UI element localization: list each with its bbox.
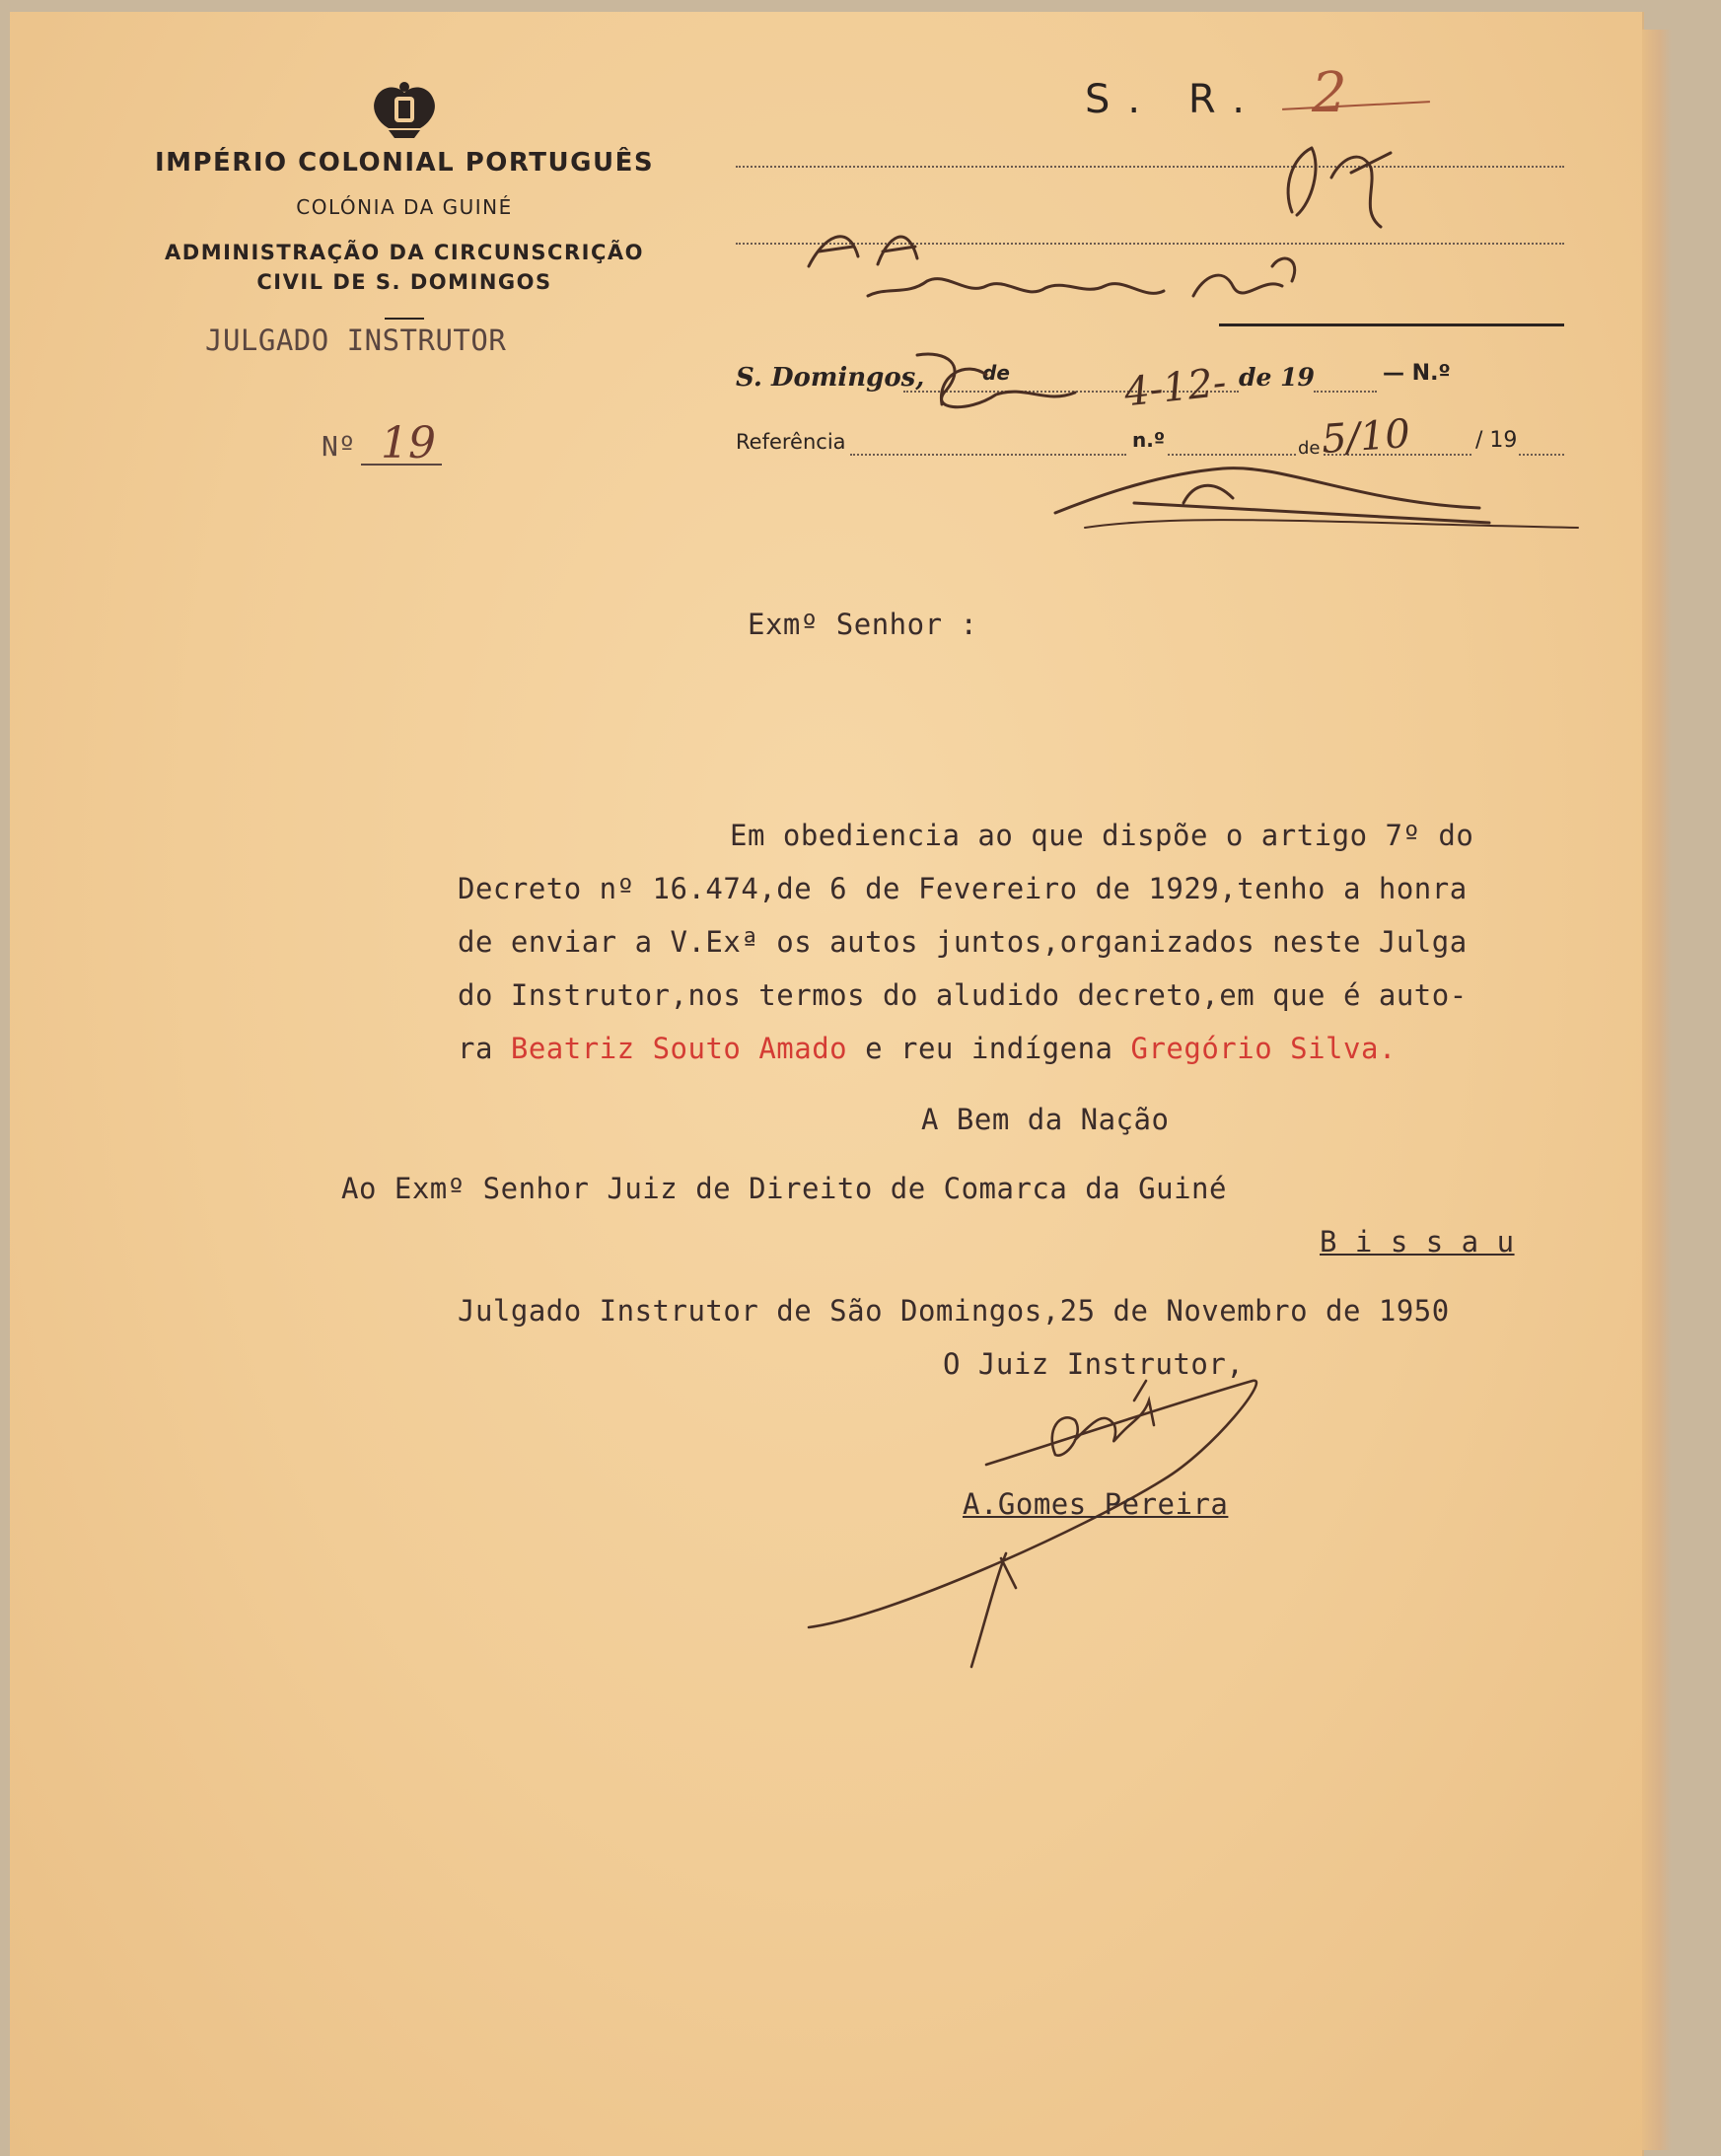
body-line-5-middle: e reu indígena — [847, 1032, 1131, 1065]
letterhead-colony: COLÓNIA DA GUINÉ — [296, 195, 513, 219]
salutation: Exmº Senhor : — [748, 608, 978, 641]
addressee: Ao Exmº Senhor Juiz de Direito de Comarca da Guiné — [341, 1172, 1227, 1205]
body-line-2: Decreto nº 16.474,de 6 de Fevereiro de 1929,tenho a honra — [458, 872, 1468, 905]
body-line-1: Em obediencia ao que dispõe o artigo 7º do — [730, 819, 1474, 852]
reference-de-label: de — [1298, 438, 1321, 459]
body-line-5-start: ra — [458, 1032, 511, 1065]
document-number-label: Nº — [322, 430, 356, 463]
office-name: JULGADO INSTRUTOR — [205, 323, 507, 357]
reference-label: Referência — [736, 430, 846, 454]
closing-formula: A Bem da Nação — [921, 1103, 1170, 1136]
letterhead-empire: IMPÉRIO COLONIAL PORTUGUÊS — [154, 148, 655, 178]
defendant-name: Gregório Silva. — [1130, 1032, 1397, 1065]
number-field-label: — N.º — [1383, 361, 1451, 386]
de19-label: de 19 — [1239, 363, 1315, 392]
body-line-3: de enviar a V.Exª os autos juntos,organizados neste Julga — [458, 925, 1468, 959]
de-label: de — [982, 361, 1010, 385]
body-line-5 — [458, 1032, 1397, 1065]
sr-number: 2 — [1312, 61, 1347, 125]
place-and-date: Julgado Instrutor de São Domingos,25 de Novembro de 1950 — [458, 1294, 1450, 1328]
document-number: 19 — [381, 418, 436, 468]
handwritten-reference: 5/10 — [1320, 410, 1412, 464]
letterhead-circumscription: CIVIL DE S. DOMINGOS — [256, 270, 552, 294]
letterhead-administration: ADMINISTRAÇÃO DA CIRCUNSCRIÇÃO — [165, 241, 644, 264]
place-label: S. Domingos, — [736, 363, 925, 393]
reference-number-label: n.º — [1132, 428, 1166, 452]
body-line-4: do Instrutor,nos termos do aludido decreto,em que é auto- — [458, 978, 1468, 1012]
handwritten-date: 4-12- — [1121, 359, 1229, 416]
signatory-name: A.Gomes Pereira — [963, 1487, 1229, 1521]
destination-city: B i s s a u — [1320, 1225, 1515, 1258]
author-name: Beatriz Souto Amado — [510, 1032, 848, 1065]
reference-year-label: / 19 — [1475, 428, 1518, 453]
signatory-role: O Juiz Instrutor, — [943, 1347, 1245, 1381]
sr-label: S. R. — [1085, 77, 1262, 122]
